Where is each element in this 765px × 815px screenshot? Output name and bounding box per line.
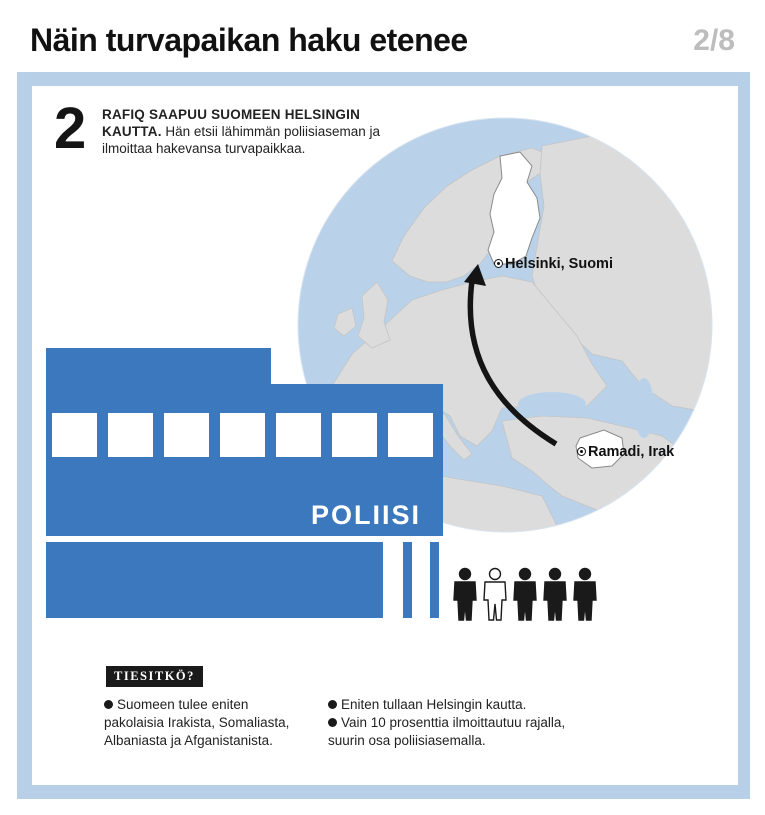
step-body: Hän etsii lähimmän poliisiaseman ja ilmoittaa hakevansa turvapaikkaa. — [102, 124, 381, 156]
building-top-left — [46, 348, 271, 388]
facts-right — [328, 696, 588, 750]
fact-item: Eniten tullaan Helsingin kautta. — [328, 696, 588, 714]
window — [52, 413, 97, 457]
page-title: Näin turvapaikan haku etenee — [30, 22, 468, 58]
people-queue — [454, 569, 596, 621]
ramadi-label: Ramadi, Irak — [577, 444, 674, 460]
building-base — [46, 542, 383, 618]
step-heading: RAFIQ SAAPUU SUOMEEN HELSINGIN KAUTTA. — [102, 107, 361, 139]
entrance-pillar — [403, 542, 412, 618]
fact-item: Vain 10 prosenttia ilmoittautuu rajalla, suurin osa poliisiasemalla. — [328, 715, 566, 748]
window — [276, 413, 321, 457]
window — [108, 413, 153, 457]
window — [388, 413, 433, 457]
person-icon — [514, 569, 536, 621]
page-indicator: 2/8 — [693, 24, 735, 57]
facts-left — [104, 696, 304, 750]
person-icon — [574, 569, 596, 621]
bullet-icon — [328, 700, 337, 709]
window — [220, 413, 265, 457]
infographic-panel — [32, 86, 738, 785]
fact-item: Suomeen tulee eniten pakolaisia Irakista, Somaliasta, Albaniasta ja Afganistanista. — [104, 697, 290, 748]
building-windows — [52, 413, 433, 457]
caspian-sea — [634, 378, 654, 438]
helsinki-label: Helsinki, Suomi — [494, 256, 613, 272]
entrance-pillar — [430, 542, 439, 618]
location-dot-icon — [494, 259, 503, 268]
did-you-know-badge: TIESITKÖ? — [106, 666, 203, 687]
person-icon-rafiq — [484, 569, 506, 621]
police-building — [46, 348, 443, 618]
person-icon — [454, 569, 476, 621]
bullet-icon — [328, 718, 337, 727]
window — [164, 413, 209, 457]
location-dot-icon — [577, 447, 586, 456]
window — [332, 413, 377, 457]
bullet-icon — [104, 700, 113, 709]
step-number: 2 — [54, 96, 87, 161]
person-icon — [544, 569, 566, 621]
black-sea — [518, 392, 586, 416]
police-sign: POLIISI — [311, 500, 422, 530]
